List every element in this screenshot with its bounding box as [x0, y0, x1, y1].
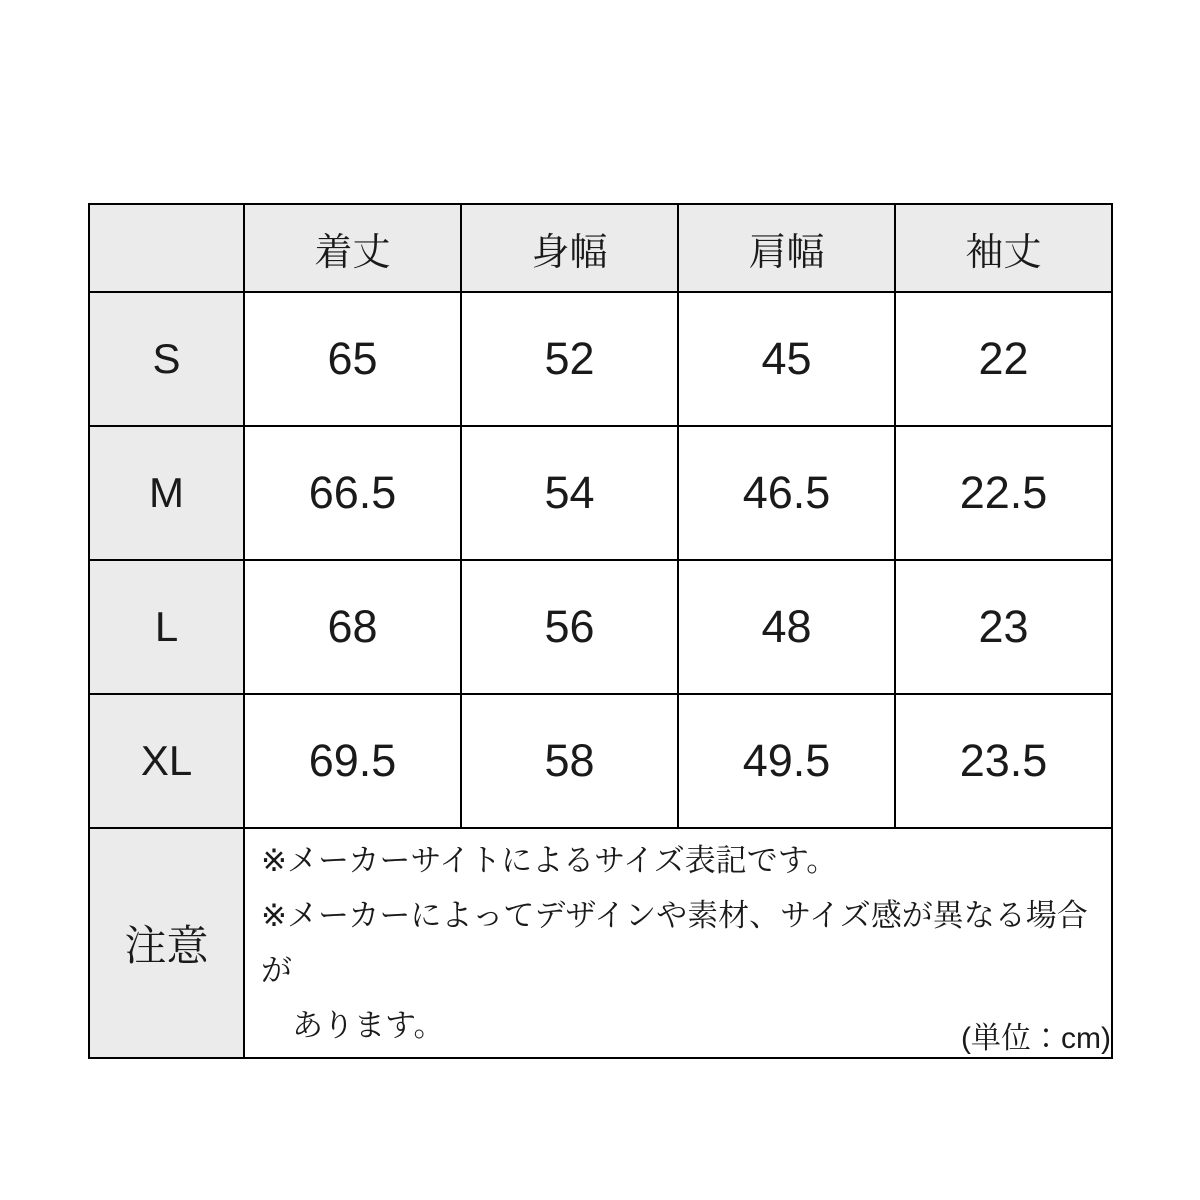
cell-l-shoulder-width: 48 — [678, 560, 895, 694]
cell-l-sleeve-length: 23 — [895, 560, 1112, 694]
cell-xl-body-width: 58 — [461, 694, 678, 828]
size-chart-table — [88, 203, 1113, 1059]
cell-s-body-length: 65 — [244, 292, 461, 426]
cell-s-body-width: 52 — [461, 292, 678, 426]
row-label-xl: XL — [89, 694, 244, 828]
corner-cell — [89, 204, 244, 292]
table-row-s — [89, 292, 1112, 426]
unit-label: (単位：cm) — [961, 1022, 1111, 1055]
cell-l-body-length: 68 — [244, 560, 461, 694]
cell-s-shoulder-width: 45 — [678, 292, 895, 426]
column-header-sleeve-length: 袖丈 — [895, 204, 1112, 292]
cell-xl-sleeve-length: 23.5 — [895, 694, 1112, 828]
note-line-2: ※メーカーによってデザインや素材、サイズ感が異なる場合が — [261, 898, 1088, 988]
column-header-shoulder-width: 肩幅 — [678, 204, 895, 292]
table-row-m — [89, 426, 1112, 560]
note-line-3: あります。 — [292, 1008, 445, 1043]
cell-m-sleeve-length: 22.5 — [895, 426, 1112, 560]
cell-m-shoulder-width: 46.5 — [678, 426, 895, 560]
header-row — [89, 204, 1112, 292]
row-label-l: L — [89, 560, 244, 694]
cell-xl-shoulder-width: 49.5 — [678, 694, 895, 828]
row-label-s: S — [89, 292, 244, 426]
column-header-body-length: 着丈 — [244, 204, 461, 292]
table-row-xl — [89, 694, 1112, 828]
cell-l-body-width: 56 — [461, 560, 678, 694]
row-label-caution: 注意 — [89, 828, 244, 1058]
cell-m-body-length: 66.5 — [244, 426, 461, 560]
cell-m-body-width: 54 — [461, 426, 678, 560]
table-row-l — [89, 560, 1112, 694]
row-label-m: M — [89, 426, 244, 560]
column-header-body-width: 身幅 — [461, 204, 678, 292]
cell-xl-body-length: 69.5 — [244, 694, 461, 828]
cell-s-sleeve-length: 22 — [895, 292, 1112, 426]
note-line-1: ※メーカーサイトによるサイズ表記です。 — [261, 843, 838, 878]
